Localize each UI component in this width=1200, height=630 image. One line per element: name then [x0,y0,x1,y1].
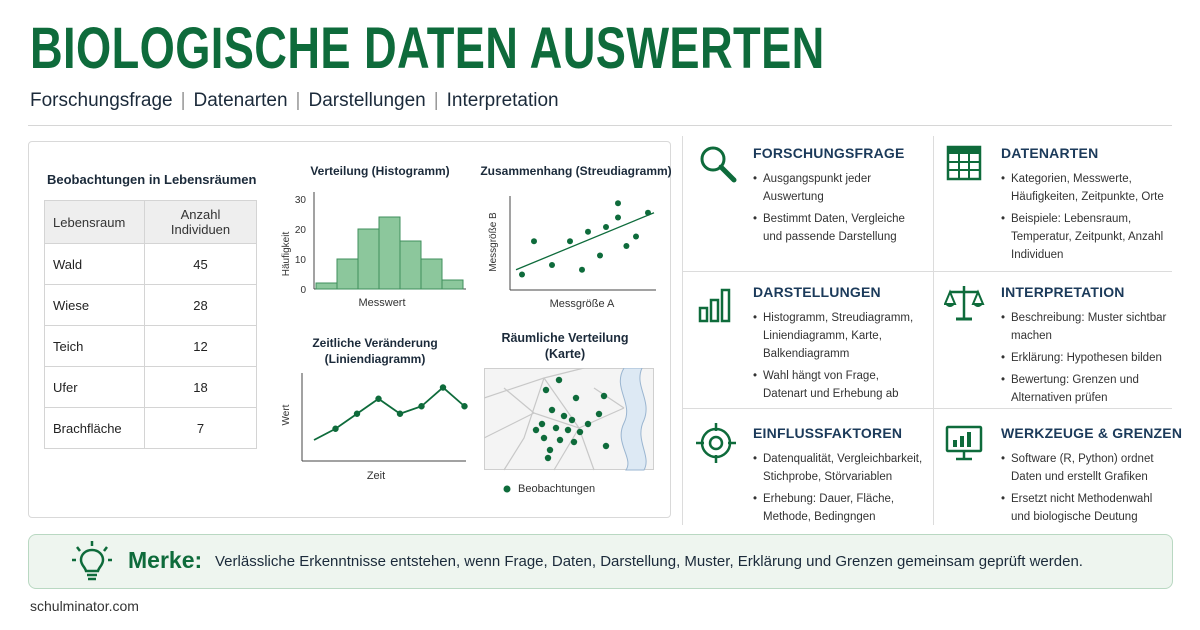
table-cell: Brachfläche [45,408,145,449]
scatter-point [615,215,621,221]
map-chart [484,368,656,472]
table-cell: 45 [145,244,257,285]
table-row [45,367,257,408]
table-cell: 18 [145,367,257,408]
scatter-point [531,238,537,244]
map-title [490,330,640,362]
scatter-point [623,243,629,249]
line-point [418,403,424,409]
scatter-point [585,229,591,235]
bar-chart-icon [696,282,740,326]
line-point [440,384,446,390]
histogram-xlabel: Messwert [358,297,406,309]
map-observation-point [547,447,553,453]
table-cell: Teich [45,326,145,367]
card-title: EINFLUSSFAKTOREN [753,425,903,441]
map-observation-point [553,425,559,431]
card-bullet: • Beschreibung: Muster sichtbar machen [1001,309,1176,345]
map-observation-point [596,411,602,417]
card-bullet: • Ersetzt nicht Methodenwahl und biologische Deutung [1001,490,1171,526]
scatter-point [579,267,585,273]
map-observation-point [557,437,563,443]
page-title: BIOLOGISCHE DATEN AUSWERTEN [30,16,825,81]
table-header: Lebensraum [45,201,145,244]
histogram-bar [337,259,358,289]
map-legend-dot [502,484,512,494]
subtitle-nav: Forschungsfrage | Datenarten | Darstellungen | Interpretation [30,90,559,111]
histogram-bar [400,241,421,289]
card-bullet: • Wahl hängt von Frage, Datenart und Erhebung ab [753,367,923,403]
table-row [45,326,257,367]
lightbulb-icon [72,541,112,583]
card-bullet: • Ausgangspunkt jeder Auswertung [753,170,903,206]
scatter-point [549,262,555,268]
card-bullet: • Beispiele: Lebensraum, Temperatur, Zeitpunkt, Anzahl Individuen [1001,210,1171,264]
map-observation-point [539,421,545,427]
histogram-bar [442,280,463,289]
line-title-line2: (Liniendiagramm) [324,352,426,366]
map-observation-point [545,455,551,461]
header-divider [28,125,1172,126]
scatter-xlabel: Messgröße A [549,298,615,310]
scatter-ylabel: Messgröße B [488,212,499,272]
map-title-line2: (Karte) [544,347,586,361]
map-observation-point [543,387,549,393]
map-observation-point [533,427,539,433]
line-point [397,411,403,417]
line-series [314,388,465,441]
table-title: Beobachtungen in Lebensräumen [47,172,257,187]
line-ylabel: Wert [281,404,292,426]
map-observation-point [569,417,575,423]
table-cell: 7 [145,408,257,449]
map-observation-point [577,429,583,435]
histogram-chart [276,182,472,314]
scatter-point [615,200,621,206]
card-bullet: • Kategorien, Messwerte, Häufigkeiten, Zeitpunkte, Orte [1001,170,1181,206]
card-bullet: • Erhebung: Dauer, Fläche, Methode, Bedingngen [753,490,913,526]
card-title: WERKZEUGE & GRENZEN [1001,425,1183,441]
line-title [295,335,455,367]
card-bullet: • Histogramm, Streudiagramm, Liniendiagramm, Karte, Balkendiagramm [753,309,933,363]
grid-divider [682,136,683,525]
subtitle-item: Forschungsfrage [30,90,173,111]
card-bullet: • Bewertung: Grenzen und Alternativen prüfen [1001,371,1161,407]
table-row [45,285,257,326]
map-observation-point [556,377,562,383]
map-observation-point [601,393,607,399]
table-row [45,244,257,285]
histogram-bar [379,217,400,289]
scales-icon [944,282,988,326]
card-title: FORSCHUNGSFRAGE [753,145,905,161]
scatter-title: Zusammenhang (Streudiagramm) [480,164,672,178]
scatter-point [597,253,603,259]
subtitle-item: Interpretation [446,90,559,111]
histogram-ytick-label: 10 [294,255,306,266]
line-point [375,396,381,402]
table-row [45,408,257,449]
scatter-point [633,234,639,240]
table-cell: Wiese [45,285,145,326]
line-point [461,403,467,409]
histogram-bar [316,283,337,289]
table-cell: 28 [145,285,257,326]
table-cell: 12 [145,326,257,367]
merke-text: Verlässliche Erkenntnisse entstehen, wenn Frage, Daten, Darstellung, Muster, Erklärung und Grenzen gemeinsam geprüft werden. [215,553,1083,570]
footer-site: schulminator.com [30,598,139,614]
map-observation-point [549,407,555,413]
histogram-ylabel: Häufigkeit [281,231,292,277]
card-title: DARSTELLUNGEN [753,284,881,300]
card-title: INTERPRETATION [1001,284,1125,300]
card-bullet: • Bestimmt Daten, Vergleiche und passende Darstellung [753,210,921,246]
histogram-title: Verteilung (Histogramm) [310,164,450,178]
merke-label: Merke: [128,547,203,573]
scatter-chart [478,182,668,312]
histogram-ytick-label: 0 [300,285,306,296]
line-point [354,411,360,417]
line-point [332,426,338,432]
map-observation-point [565,427,571,433]
map-observation-point [603,443,609,449]
scatter-point [519,272,525,278]
magnifier-icon [696,143,740,187]
subtitle-item: Datenarten [193,90,288,111]
grid-divider [682,271,1172,272]
target-icon [696,423,740,467]
map-legend-label: Beobachtungen [518,483,596,495]
table-header-row [45,201,257,244]
map-observation-point [573,395,579,401]
card-bullet: • Software (R, Python) ordnet Daten und erstellt Grafiken [1001,450,1171,486]
line-xlabel: Zeit [366,470,386,482]
histogram-ytick-label: 30 [294,195,306,206]
card-bullet: • Datenqualität, Vergleichbarkeit, Stichprobe, Störvariablen [753,450,933,486]
table-cell: Ufer [45,367,145,408]
subtitle-item: Darstellungen [308,90,426,111]
histogram-ytick-label: 20 [294,225,306,236]
card-bullet: • Erklärung: Hypothesen bilden [1001,349,1176,367]
histogram-bar [421,259,442,289]
map-observation-point [585,421,591,427]
scatter-point [603,224,609,230]
table-grid-icon [944,143,988,187]
table-cell: Wald [45,244,145,285]
scatter-point [645,210,651,216]
map-title-line1: Räumliche Verteilung [501,331,629,345]
map-observation-point [571,439,577,445]
histogram-bar [358,229,379,289]
table-header: Anzahl Individuen [145,201,257,244]
line-title-line1: Zeitliche Veränderung [312,336,438,350]
map-observation-point [541,435,547,441]
line-chart [276,365,472,487]
monitor-chart-icon [944,423,988,467]
observation-table [44,200,257,449]
grid-divider [933,136,934,525]
card-title: DATENARTEN [1001,145,1099,161]
map-observation-point [561,413,567,419]
scatter-point [567,238,573,244]
